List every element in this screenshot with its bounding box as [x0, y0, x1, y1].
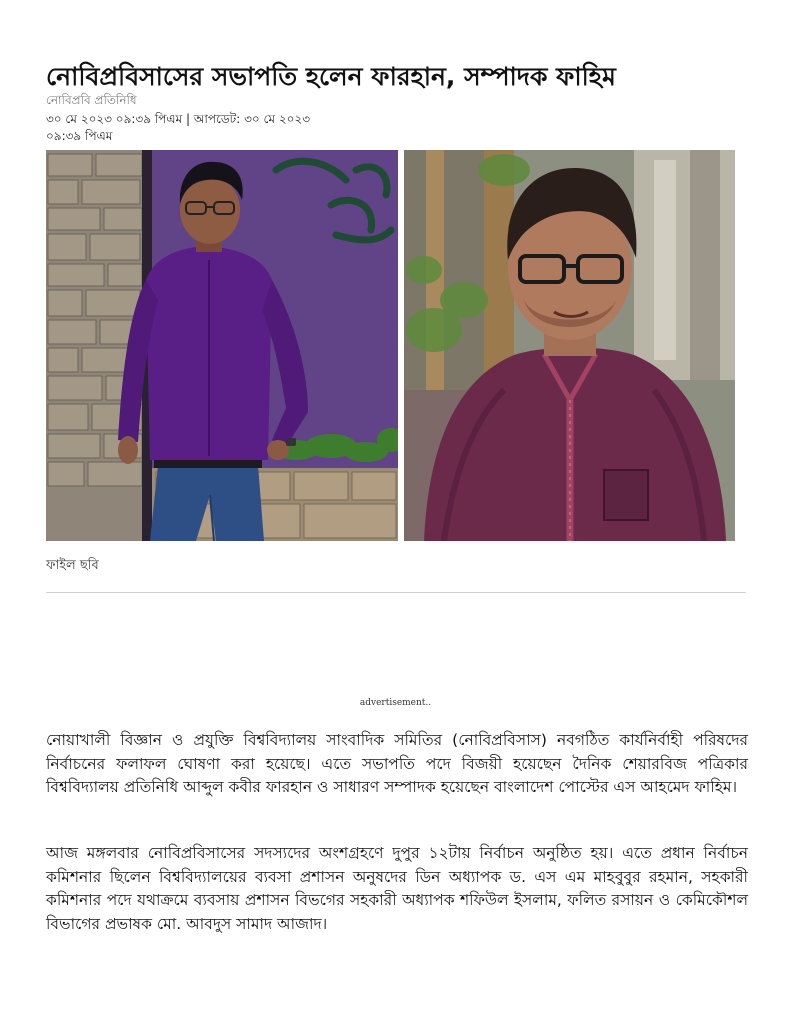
- article-headline: নোবিপ্রবিসাসের সভাপতি হলেন ফারহান, সম্পাদক ফাহিম: [46, 61, 616, 91]
- photo-president: [46, 150, 398, 541]
- article-paragraph: নোয়াখালী বিজ্ঞান ও প্রযুক্তি বিশ্ববিদ্যালয় সাংবাদিক সমিতির (নোবিপ্রবিসাস) নবগঠিত কার্যনির্বাহী পরিষদের নির্বাচনের ফলাফল ঘোষণা করা হয়েছে। এতে সভাপতি পদে বিজয়ী হয়েছেন দৈনিক শেয়ারবিজ পত্রিকার বিশ্ববিদ্যালয় প্রতিনিধি আব্দুল কবীর ফারহান ও সাধারণ সম্পাদক হয়েছেন বাংলাদেশ পোস্টের এস আহমেদ ফাহিম।: [46, 731, 748, 796]
- updated-time: ৩০ মে ২০২৩ ০৯:৩৯ পিএম: [46, 112, 311, 143]
- published-time: ৩০ মে ২০২৩ ০৯:৩৯ পিএম: [46, 112, 183, 126]
- article-dateline: [46, 111, 346, 145]
- photo-secretary: [404, 150, 735, 541]
- photo-caption: ফাইল ছবি: [46, 558, 99, 573]
- content-divider: [46, 592, 746, 593]
- dateline-separator: |: [182, 112, 194, 126]
- article-byline[interactable]: নোবিপ্রবি প্রতিনিধি: [46, 93, 137, 107]
- advertisement-label: advertisement..: [359, 698, 432, 708]
- article-paragraph: আজ মঙ্গলবার নোবিপ্রবিসাসের সদস্যদের অংশগ্রহণে দুপুর ১২টায় নির্বাচন অনুষ্ঠিত হয়। এতে প্রধান নির্বাচন কমিশনার ছিলেন বিশ্ববিদ্যালয়ের ব্যবসা প্রশাসন অনুষদের ডিন অধ্যাপক ড. এস এম মাহবুবুর রহমান, সহকারী কমিশনার পদে যথাক্রমে ব্যবসায় প্রশাসন বিভগের সহকারী অধ্যাপক শফিউল ইসলাম, ফলিত রসায়ন ও কেমিকৌশল বিভাগের প্রভাষক মো. আবদুস সামাদ আজাদ।: [46, 844, 748, 933]
- updated-label: আপডেট:: [193, 112, 245, 126]
